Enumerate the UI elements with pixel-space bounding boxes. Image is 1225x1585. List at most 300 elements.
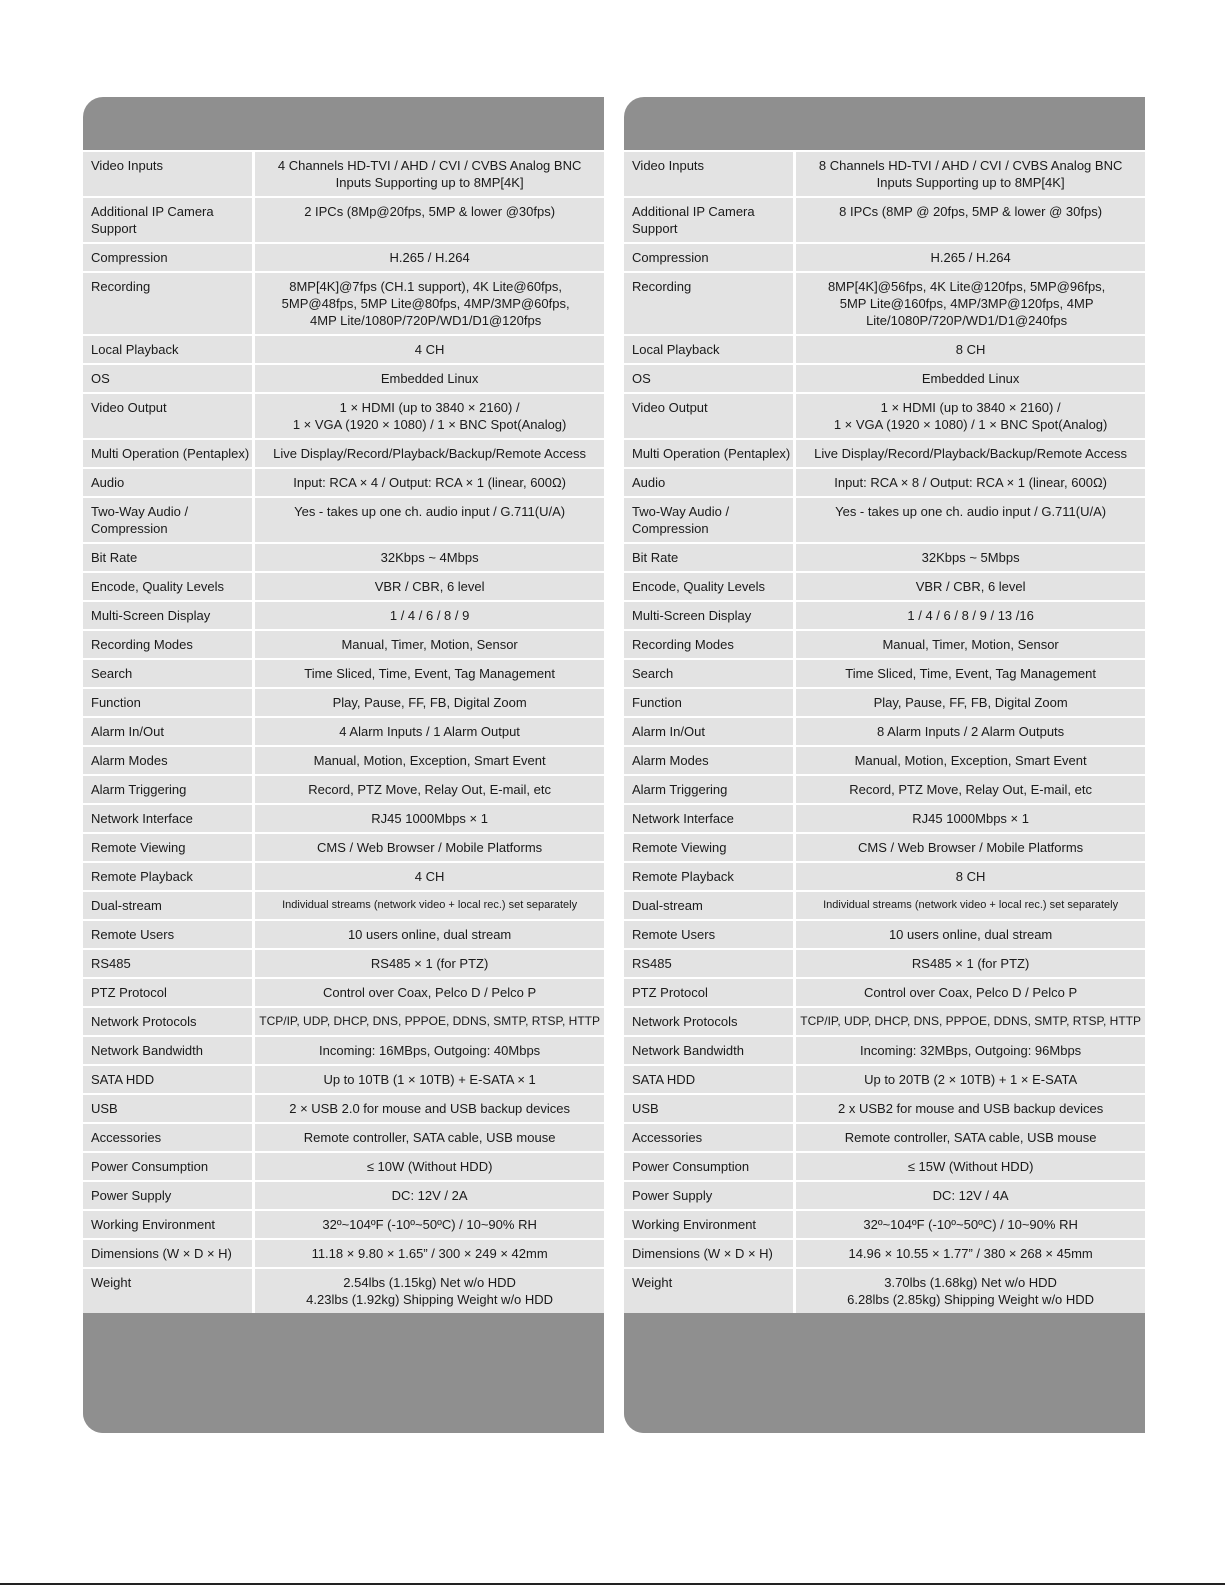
spec-label: Search bbox=[624, 659, 795, 688]
spec-label: Remote Playback bbox=[83, 862, 254, 891]
spec-label: Encode, Quality Levels bbox=[624, 572, 795, 601]
spec-label: Recording Modes bbox=[83, 630, 254, 659]
spec-value-line: H.265 / H.264 bbox=[389, 250, 470, 265]
spec-value-line: 32º~104ºF (-10º~50ºC) / 10~90% RH bbox=[863, 1217, 1078, 1232]
spec-value bbox=[795, 717, 1145, 746]
spec-label: Audio bbox=[624, 468, 795, 497]
spec-row bbox=[624, 197, 1145, 243]
spec-label: Power Supply bbox=[624, 1181, 795, 1210]
spec-value bbox=[795, 659, 1145, 688]
spec-label: PTZ Protocol bbox=[624, 978, 795, 1007]
spec-label: Dimensions (W × D × H) bbox=[624, 1239, 795, 1268]
spec-value-line: 4 CH bbox=[414, 342, 445, 357]
panel-footer-band bbox=[624, 1398, 1145, 1433]
spec-row bbox=[624, 1210, 1145, 1239]
spec-value-line: 4.23lbs (1.92kg) Shipping Weight w/o HDD bbox=[306, 1292, 554, 1307]
spec-value bbox=[254, 1181, 604, 1210]
spec-row bbox=[624, 775, 1145, 804]
spec-value-line: VBR / CBR, 6 level bbox=[374, 579, 485, 594]
spec-value-line: Individual streams (network video + local rec.) set separately bbox=[282, 899, 578, 911]
spec-value bbox=[795, 197, 1145, 243]
spec-row bbox=[624, 151, 1145, 197]
spec-value-line: Yes - takes up one ch. audio input / G.711(U/A) bbox=[294, 504, 566, 519]
spec-label: Network Bandwidth bbox=[624, 1036, 795, 1065]
spec-label: Video Inputs bbox=[624, 151, 795, 197]
spec-row bbox=[624, 1152, 1145, 1181]
spec-label: Multi Operation (Pentaplex) bbox=[83, 439, 254, 468]
spec-value bbox=[795, 1094, 1145, 1123]
spec-value-line: Control over Coax, Pelco D / Pelco P bbox=[864, 985, 1078, 1000]
spec-value bbox=[254, 688, 604, 717]
spec-row bbox=[624, 1007, 1145, 1036]
spec-label: Recording bbox=[624, 272, 795, 335]
spec-label: Power Consumption bbox=[624, 1152, 795, 1181]
spec-value-line: 1 × VGA (1920 × 1080) / 1 × BNC Spot(Analog) bbox=[833, 417, 1108, 432]
spec-row bbox=[624, 1036, 1145, 1065]
spec-value bbox=[795, 688, 1145, 717]
spec-label: Recording Modes bbox=[624, 630, 795, 659]
spec-row bbox=[83, 1210, 604, 1239]
spec-value bbox=[795, 243, 1145, 272]
spec-value bbox=[254, 862, 604, 891]
spec-row bbox=[624, 1094, 1145, 1123]
spec-row bbox=[83, 1065, 604, 1094]
spec-value bbox=[795, 978, 1145, 1007]
spec-value-line: 5MP Lite@160fps, 4MP/3MP@120fps, 4MP bbox=[839, 296, 1094, 311]
spec-value-line: 1 / 4 / 6 / 8 / 9 / 13 /16 bbox=[907, 608, 1034, 623]
spec-value-line: Record, PTZ Move, Relay Out, E-mail, etc bbox=[308, 782, 551, 797]
spec-label: Compression bbox=[624, 243, 795, 272]
spec-value bbox=[795, 468, 1145, 497]
spec-value bbox=[254, 1007, 604, 1036]
spec-value bbox=[254, 335, 604, 364]
spec-value-line: Embedded Linux bbox=[921, 371, 1020, 386]
spec-row bbox=[624, 439, 1145, 468]
spec-label: Network Bandwidth bbox=[83, 1036, 254, 1065]
spec-value-line: RJ45 1000Mbps × 1 bbox=[371, 811, 488, 826]
spec-value bbox=[254, 601, 604, 630]
spec-label: Bit Rate bbox=[624, 543, 795, 572]
spec-label: Encode, Quality Levels bbox=[83, 572, 254, 601]
spec-label: RS485 bbox=[83, 949, 254, 978]
spec-value-line: Remote controller, SATA cable, USB mouse bbox=[844, 1130, 1097, 1145]
spec-label: Power Consumption bbox=[83, 1152, 254, 1181]
spec-value bbox=[795, 1268, 1145, 1313]
spec-value bbox=[254, 1036, 604, 1065]
spec-row bbox=[83, 497, 604, 543]
spec-label: Power Supply bbox=[83, 1181, 254, 1210]
spec-value-line: 8 Channels HD-TVI / AHD / CVI / CVBS Analog BNC bbox=[818, 158, 1123, 173]
spec-value-line: Live Display/Record/Playback/Backup/Remote Access bbox=[273, 446, 587, 461]
spec-value-line: Incoming: 32MBps, Outgoing: 96Mbps bbox=[860, 1043, 1082, 1058]
spec-value bbox=[795, 1181, 1145, 1210]
spec-value bbox=[254, 949, 604, 978]
spec-row bbox=[624, 1268, 1145, 1313]
spec-value-line: ≤ 10W (Without HDD) bbox=[366, 1159, 493, 1174]
spec-value-line: Control over Coax, Pelco D / Pelco P bbox=[323, 985, 537, 1000]
spec-value-line: 6.28lbs (2.85kg) Shipping Weight w/o HDD bbox=[847, 1292, 1095, 1307]
spec-value bbox=[795, 1210, 1145, 1239]
spec-value bbox=[254, 804, 604, 833]
spec-value bbox=[254, 393, 604, 439]
spec-row bbox=[624, 601, 1145, 630]
spec-value-line: 1 × HDMI (up to 3840 × 2160) / bbox=[339, 400, 520, 415]
spec-row bbox=[624, 1239, 1145, 1268]
spec-value-line: Time Sliced, Time, Event, Tag Management bbox=[304, 666, 555, 681]
spec-value bbox=[254, 197, 604, 243]
spec-label: Remote Users bbox=[83, 920, 254, 949]
spec-value-line: 8 CH bbox=[955, 342, 986, 357]
spec-value-line: 14.96 × 10.55 × 1.77” / 380 × 268 × 45mm bbox=[848, 1246, 1093, 1261]
spec-label: Local Playback bbox=[83, 335, 254, 364]
spec-table bbox=[83, 150, 604, 1313]
spec-value bbox=[795, 572, 1145, 601]
spec-value bbox=[795, 1007, 1145, 1036]
spec-value-line: Time Sliced, Time, Event, Tag Management bbox=[845, 666, 1096, 681]
spec-row bbox=[624, 862, 1145, 891]
spec-value bbox=[254, 833, 604, 862]
spec-label: Additional IP Camera Support bbox=[624, 197, 795, 243]
spec-row bbox=[624, 833, 1145, 862]
spec-value bbox=[254, 717, 604, 746]
spec-label: Search bbox=[83, 659, 254, 688]
spec-value bbox=[795, 272, 1145, 335]
spec-row bbox=[624, 393, 1145, 439]
spec-value-line: VBR / CBR, 6 level bbox=[915, 579, 1026, 594]
spec-value-line: Play, Pause, FF, FB, Digital Zoom bbox=[332, 695, 527, 710]
spec-row bbox=[624, 572, 1145, 601]
spec-value-line: 8 Alarm Inputs / 2 Alarm Outputs bbox=[877, 724, 1065, 739]
spec-value bbox=[795, 746, 1145, 775]
spec-value-line: 1 / 4 / 6 / 8 / 9 bbox=[389, 608, 470, 623]
spec-value-line: 8 CH bbox=[955, 869, 986, 884]
spec-value-line: ≤ 15W (Without HDD) bbox=[907, 1159, 1034, 1174]
spec-value bbox=[795, 891, 1145, 920]
spec-label: Two-Way Audio / Compression bbox=[83, 497, 254, 543]
spec-value-line: Manual, Motion, Exception, Smart Event bbox=[854, 753, 1087, 768]
spec-row bbox=[83, 1181, 604, 1210]
spec-row bbox=[83, 891, 604, 920]
spec-label: USB bbox=[83, 1094, 254, 1123]
spec-value-line: Inputs Supporting up to 8MP[4K] bbox=[876, 175, 1065, 190]
spec-value-line: 32Kbps ~ 4Mbps bbox=[380, 550, 479, 565]
spec-panel-8ch bbox=[624, 97, 1145, 1433]
spec-label: Function bbox=[83, 688, 254, 717]
spec-value-line: 2 x USB2 for mouse and USB backup devices bbox=[838, 1101, 1104, 1116]
spec-row bbox=[83, 1268, 604, 1313]
spec-value-line: 3.70lbs (1.68kg) Net w/o HDD bbox=[884, 1275, 1057, 1290]
spec-label: RS485 bbox=[624, 949, 795, 978]
spec-label: OS bbox=[624, 364, 795, 393]
spec-row bbox=[83, 601, 604, 630]
spec-value-line: Input: RCA × 8 / Output: RCA × 1 (linear, 600Ω) bbox=[834, 475, 1107, 490]
spec-value-line: H.265 / H.264 bbox=[930, 250, 1011, 265]
spec-label: Audio bbox=[83, 468, 254, 497]
spec-label: Alarm In/Out bbox=[624, 717, 795, 746]
spec-value bbox=[254, 364, 604, 393]
spec-row bbox=[83, 1152, 604, 1181]
spec-value bbox=[795, 601, 1145, 630]
spec-value-line: 1 × VGA (1920 × 1080) / 1 × BNC Spot(Analog) bbox=[292, 417, 567, 432]
spec-value bbox=[795, 804, 1145, 833]
spec-row bbox=[83, 833, 604, 862]
spec-row bbox=[83, 1036, 604, 1065]
spec-value bbox=[254, 1268, 604, 1313]
spec-value-line: 5MP@48fps, 5MP Lite@80fps, 4MP/3MP@60fps, bbox=[281, 296, 570, 311]
spec-value-line: TCP/IP, UDP, DHCP, DNS, PPPOE, DDNS, SMTP, RTSP, HTTP bbox=[800, 1014, 1141, 1028]
spec-label: Alarm Modes bbox=[83, 746, 254, 775]
spec-label: Alarm Triggering bbox=[624, 775, 795, 804]
spec-value-line: 8MP[4K]@7fps (CH.1 support), 4K Lite@60fps, bbox=[289, 279, 563, 294]
spec-row bbox=[83, 272, 604, 335]
spec-row bbox=[83, 949, 604, 978]
spec-label: Dual-stream bbox=[624, 891, 795, 920]
spec-row bbox=[624, 688, 1145, 717]
spec-value bbox=[795, 949, 1145, 978]
spec-value bbox=[795, 1239, 1145, 1268]
spec-row bbox=[83, 688, 604, 717]
spec-row bbox=[83, 197, 604, 243]
spec-row bbox=[83, 243, 604, 272]
spec-row bbox=[83, 804, 604, 833]
spec-row bbox=[83, 364, 604, 393]
spec-label: Two-Way Audio / Compression bbox=[624, 497, 795, 543]
spec-value-line: Lite/1080P/720P/WD1/D1@240fps bbox=[866, 313, 1068, 328]
spec-value bbox=[254, 468, 604, 497]
spec-row bbox=[83, 393, 604, 439]
spec-row bbox=[624, 920, 1145, 949]
spec-label: Alarm In/Out bbox=[83, 717, 254, 746]
spec-value bbox=[795, 393, 1145, 439]
spec-label: Local Playback bbox=[624, 335, 795, 364]
spec-value bbox=[795, 497, 1145, 543]
spec-table bbox=[624, 150, 1145, 1313]
spec-value-line: Incoming: 16MBps, Outgoing: 40Mbps bbox=[319, 1043, 541, 1058]
spec-row bbox=[624, 978, 1145, 1007]
spec-row bbox=[83, 335, 604, 364]
spec-label: SATA HDD bbox=[624, 1065, 795, 1094]
spec-row bbox=[624, 804, 1145, 833]
spec-label: Remote Playback bbox=[624, 862, 795, 891]
spec-value bbox=[254, 272, 604, 335]
spec-value bbox=[254, 1123, 604, 1152]
spec-row bbox=[624, 335, 1145, 364]
spec-value-line: Remote controller, SATA cable, USB mouse bbox=[303, 1130, 556, 1145]
spec-value bbox=[795, 439, 1145, 468]
spec-row bbox=[624, 717, 1145, 746]
spec-row bbox=[624, 630, 1145, 659]
spec-row bbox=[83, 862, 604, 891]
spec-label: Function bbox=[624, 688, 795, 717]
spec-label: Video Inputs bbox=[83, 151, 254, 197]
spec-value-line: 10 users online, dual stream bbox=[347, 927, 512, 942]
spec-value-line: Yes - takes up one ch. audio input / G.711(U/A) bbox=[835, 504, 1107, 519]
spec-value-line: Manual, Motion, Exception, Smart Event bbox=[313, 753, 546, 768]
spec-row bbox=[624, 364, 1145, 393]
spec-label: Accessories bbox=[83, 1123, 254, 1152]
spec-value bbox=[254, 775, 604, 804]
spec-row bbox=[624, 891, 1145, 920]
spec-value-line: CMS / Web Browser / Mobile Platforms bbox=[858, 840, 1084, 855]
spec-panel-4ch bbox=[83, 97, 604, 1433]
spec-value-line: RS485 × 1 (for PTZ) bbox=[911, 956, 1030, 971]
spec-value-line: 4 Alarm Inputs / 1 Alarm Output bbox=[339, 724, 520, 739]
spec-value bbox=[795, 1152, 1145, 1181]
spec-value bbox=[254, 1239, 604, 1268]
spec-row bbox=[83, 920, 604, 949]
spec-row bbox=[83, 746, 604, 775]
spec-label: USB bbox=[624, 1094, 795, 1123]
spec-row bbox=[83, 1007, 604, 1036]
spec-value-line: 8 IPCs (8MP @ 20fps, 5MP & lower @ 30fps) bbox=[839, 204, 1103, 219]
spec-value-line: TCP/IP, UDP, DHCP, DNS, PPPOE, DDNS, SMTP, RTSP, HTTP bbox=[259, 1014, 600, 1028]
spec-row bbox=[83, 775, 604, 804]
spec-row bbox=[83, 468, 604, 497]
spec-row bbox=[624, 1181, 1145, 1210]
spec-value bbox=[795, 1036, 1145, 1065]
spec-value bbox=[254, 978, 604, 1007]
spec-row bbox=[83, 1123, 604, 1152]
spec-value bbox=[795, 630, 1145, 659]
spec-value-line: 4 Channels HD-TVI / AHD / CVI / CVBS Analog BNC bbox=[277, 158, 582, 173]
spec-value bbox=[795, 833, 1145, 862]
spec-value-line: 2.54lbs (1.15kg) Net w/o HDD bbox=[343, 1275, 516, 1290]
spec-value bbox=[254, 746, 604, 775]
spec-value-line: Play, Pause, FF, FB, Digital Zoom bbox=[873, 695, 1068, 710]
spec-row bbox=[83, 439, 604, 468]
spec-value-line: 2 IPCs (8Mp@20fps, 5MP & lower @30fps) bbox=[304, 204, 556, 219]
spec-value bbox=[795, 1065, 1145, 1094]
spec-row bbox=[83, 717, 604, 746]
spec-value-line: 32Kbps ~ 5Mbps bbox=[921, 550, 1020, 565]
spec-row bbox=[624, 243, 1145, 272]
spec-label: Weight bbox=[83, 1268, 254, 1313]
spec-value bbox=[254, 659, 604, 688]
spec-value-line: Input: RCA × 4 / Output: RCA × 1 (linear, 600Ω) bbox=[293, 475, 566, 490]
spec-label: Multi-Screen Display bbox=[83, 601, 254, 630]
spec-label: Alarm Triggering bbox=[83, 775, 254, 804]
spec-row bbox=[624, 543, 1145, 572]
spec-label: Bit Rate bbox=[83, 543, 254, 572]
spec-value-line: DC: 12V / 2A bbox=[391, 1188, 468, 1203]
spec-value bbox=[795, 775, 1145, 804]
spec-value-line: RS485 × 1 (for PTZ) bbox=[370, 956, 489, 971]
spec-row bbox=[83, 978, 604, 1007]
spec-value bbox=[254, 920, 604, 949]
spec-value-line: Live Display/Record/Playback/Backup/Remote Access bbox=[814, 446, 1128, 461]
spec-row bbox=[83, 630, 604, 659]
spec-value-line: 8MP[4K]@56fps, 4K Lite@120fps, 5MP@96fps, bbox=[827, 279, 1106, 294]
spec-value bbox=[795, 364, 1145, 393]
spec-label: OS bbox=[83, 364, 254, 393]
spec-label: Video Output bbox=[624, 393, 795, 439]
spec-label: Dimensions (W × D × H) bbox=[83, 1239, 254, 1268]
spec-row bbox=[624, 272, 1145, 335]
spec-value-line: Embedded Linux bbox=[380, 371, 479, 386]
spec-row bbox=[624, 1123, 1145, 1152]
spec-label: Video Output bbox=[83, 393, 254, 439]
spec-row bbox=[624, 949, 1145, 978]
spec-row bbox=[83, 1239, 604, 1268]
spec-label: Working Environment bbox=[624, 1210, 795, 1239]
spec-label: Weight bbox=[624, 1268, 795, 1313]
spec-label: Network Protocols bbox=[83, 1007, 254, 1036]
spec-value bbox=[254, 1094, 604, 1123]
spec-label: SATA HDD bbox=[83, 1065, 254, 1094]
spec-value bbox=[254, 1152, 604, 1181]
spec-value-line: RJ45 1000Mbps × 1 bbox=[912, 811, 1029, 826]
spec-value bbox=[254, 1210, 604, 1239]
spec-value bbox=[795, 151, 1145, 197]
spec-value-line: DC: 12V / 4A bbox=[932, 1188, 1009, 1203]
spec-label: Additional IP Camera Support bbox=[83, 197, 254, 243]
spec-value-line: 11.18 × 9.80 × 1.65” / 300 × 249 × 42mm bbox=[311, 1246, 548, 1261]
spec-label: Working Environment bbox=[83, 1210, 254, 1239]
spec-value-line: CMS / Web Browser / Mobile Platforms bbox=[317, 840, 543, 855]
spec-value-line: 4 CH bbox=[414, 869, 445, 884]
spec-value bbox=[795, 1123, 1145, 1152]
spec-value bbox=[795, 920, 1145, 949]
spec-label: Dual-stream bbox=[83, 891, 254, 920]
spec-value bbox=[795, 543, 1145, 572]
spec-value bbox=[254, 891, 604, 920]
spec-value bbox=[254, 543, 604, 572]
spec-label: Network Interface bbox=[624, 804, 795, 833]
spec-row bbox=[624, 746, 1145, 775]
spec-value bbox=[254, 439, 604, 468]
spec-label: Compression bbox=[83, 243, 254, 272]
panel-footer-band bbox=[83, 1398, 604, 1433]
spec-value-line: Up to 10TB (1 × 10TB) + E-SATA × 1 bbox=[323, 1072, 536, 1087]
spec-value bbox=[254, 1065, 604, 1094]
spec-label: Network Interface bbox=[83, 804, 254, 833]
spec-label: Multi Operation (Pentaplex) bbox=[624, 439, 795, 468]
spec-label: Remote Viewing bbox=[624, 833, 795, 862]
spec-row bbox=[624, 659, 1145, 688]
spec-label: Recording bbox=[83, 272, 254, 335]
spec-value-line: Inputs Supporting up to 8MP[4K] bbox=[335, 175, 524, 190]
spec-row bbox=[83, 659, 604, 688]
spec-value-line: Record, PTZ Move, Relay Out, E-mail, etc bbox=[849, 782, 1092, 797]
spec-row bbox=[83, 572, 604, 601]
spec-value-line: 1 × HDMI (up to 3840 × 2160) / bbox=[880, 400, 1061, 415]
spec-value bbox=[254, 497, 604, 543]
spec-row bbox=[624, 497, 1145, 543]
spec-value bbox=[795, 862, 1145, 891]
spec-label: Remote Users bbox=[624, 920, 795, 949]
spec-value-line: 32º~104ºF (-10º~50ºC) / 10~90% RH bbox=[322, 1217, 537, 1232]
spec-value bbox=[254, 630, 604, 659]
spec-row bbox=[83, 1094, 604, 1123]
spec-value-line: Up to 20TB (2 × 10TB) + 1 × E-SATA bbox=[864, 1072, 1078, 1087]
spec-label: Remote Viewing bbox=[83, 833, 254, 862]
spec-value-line: Manual, Timer, Motion, Sensor bbox=[341, 637, 518, 652]
spec-value-line: Manual, Timer, Motion, Sensor bbox=[882, 637, 1059, 652]
spec-row bbox=[83, 543, 604, 572]
spec-value bbox=[254, 243, 604, 272]
spec-label: Network Protocols bbox=[624, 1007, 795, 1036]
spec-value-line: 4MP Lite/1080P/720P/WD1/D1@120fps bbox=[310, 313, 542, 328]
spec-label: Alarm Modes bbox=[624, 746, 795, 775]
spec-label: Multi-Screen Display bbox=[624, 601, 795, 630]
spec-label: Accessories bbox=[624, 1123, 795, 1152]
spec-row bbox=[83, 151, 604, 197]
spec-value bbox=[254, 572, 604, 601]
spec-label: PTZ Protocol bbox=[83, 978, 254, 1007]
spec-value-line: 10 users online, dual stream bbox=[888, 927, 1053, 942]
spec-row bbox=[624, 1065, 1145, 1094]
spec-value bbox=[254, 151, 604, 197]
